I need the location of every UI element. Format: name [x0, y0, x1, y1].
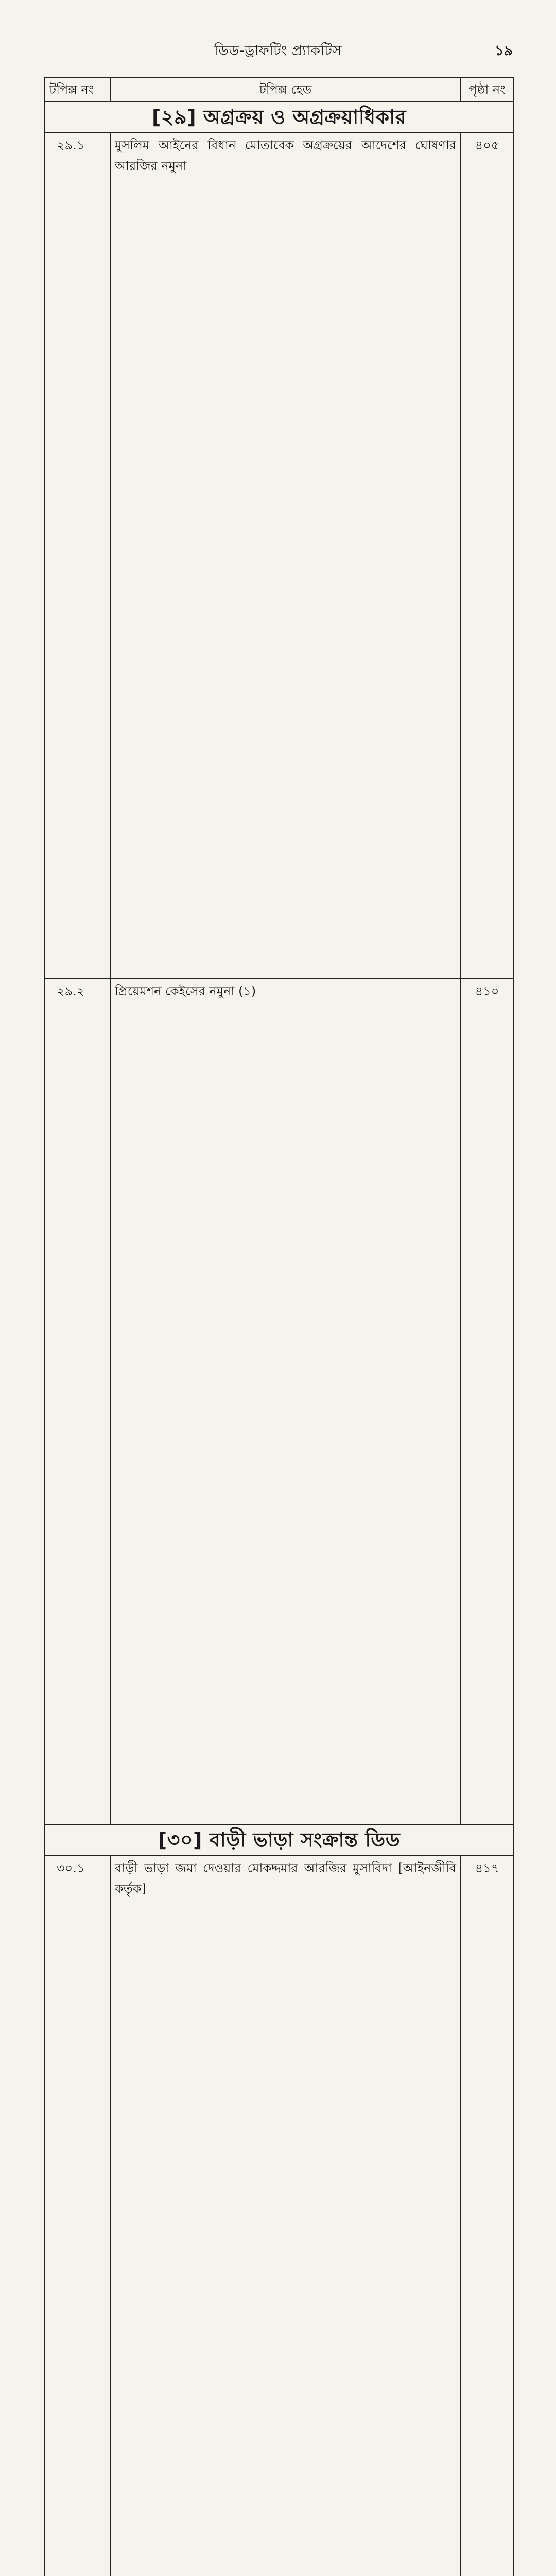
contents-body — [45, 101, 513, 2576]
topic-title: প্রিয়েমশন কেইসের নমুনা (১) — [110, 978, 461, 1824]
topic-page: ৪১৭ — [461, 1855, 513, 2576]
topic-number: ৩০.১ — [45, 1855, 110, 2576]
topic-number: ২৯.২ — [45, 978, 110, 1824]
header-topic-head: টপিক্স হেড — [110, 78, 461, 101]
page-number: ১৯ — [494, 43, 513, 59]
topic-page: ৪০৫ — [461, 132, 513, 978]
topic-number: ২৯.১ — [45, 132, 110, 978]
topic-page: ৪১০ — [461, 978, 513, 1824]
section-title: [৩০] বাড়ী ভাড়া সংক্রান্ত ডিড — [45, 1824, 513, 1855]
table-header-row — [45, 78, 513, 101]
table-row — [45, 978, 513, 1824]
running-title: ডিড-ড্রাফটিং প্র্যাকটিস — [214, 43, 342, 59]
contents-table — [44, 77, 514, 2576]
section-title: [২৯] অগ্রক্রয় ও অগ্রক্রয়াধিকার — [45, 101, 513, 132]
section-heading-row — [45, 101, 513, 132]
topic-title: মুসলিম আইনের বিধান মোতাবেক অগ্রক্রয়ের আদেশের ঘোষণার আরজির নমুনা — [110, 132, 461, 978]
topic-title: বাড়ী ভাড়া জমা দেওয়ার মোকদ্দমার আরজির মুসাবিদা [আইনজীবি কর্তৃক] — [110, 1855, 461, 2576]
table-row — [45, 132, 513, 978]
table-row — [45, 1855, 513, 2576]
header-page-no: পৃষ্ঠা নং — [461, 78, 513, 101]
header-topic-no: টপিক্স নং — [45, 78, 110, 101]
section-heading-row — [45, 1824, 513, 1855]
